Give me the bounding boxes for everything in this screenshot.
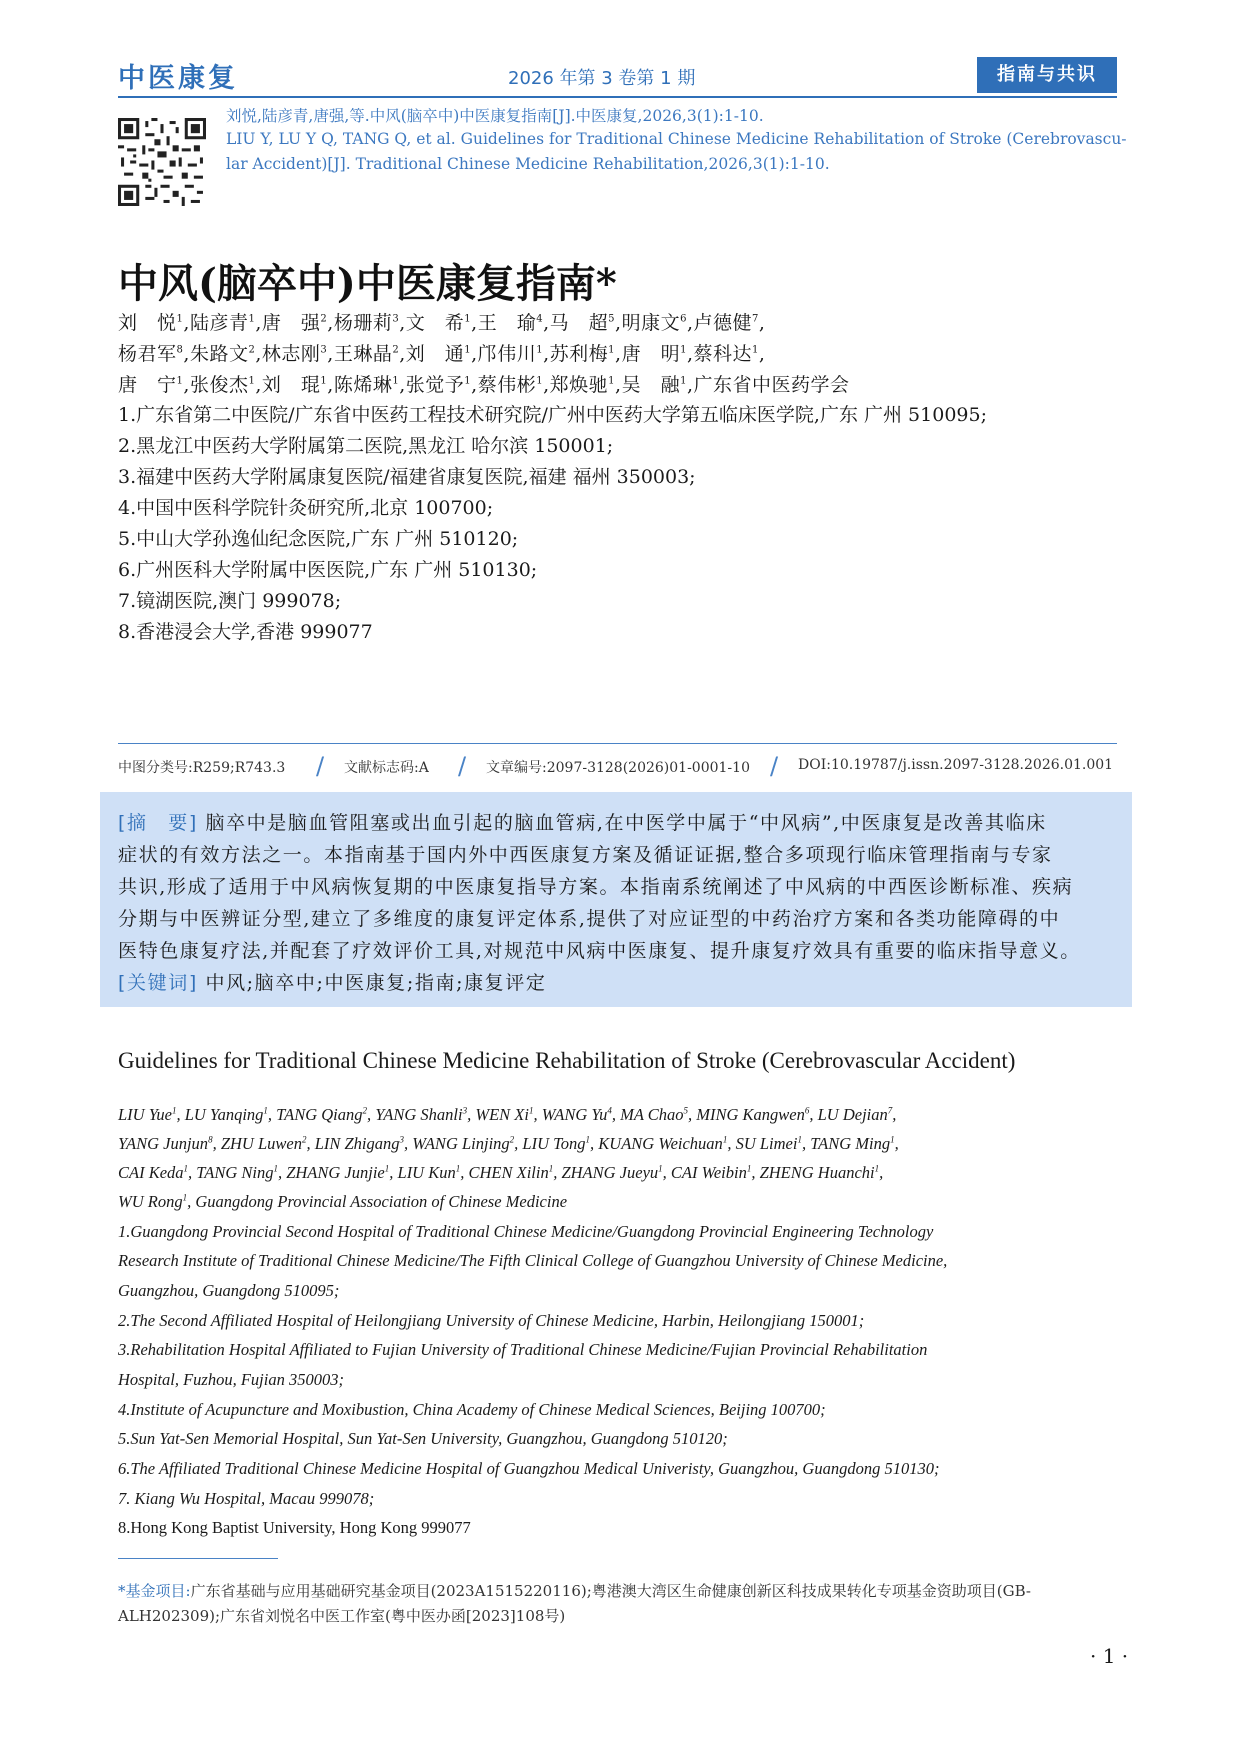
citation-cn: 刘悦,陆彦青,唐强,等.中风(脑卒中)中医康复指南[J].中医康复,2026,3(1):1-10. <box>226 107 764 125</box>
authors-en-line: CAI Keda$^1$, TANG Ning$^1$, ZHANG Junjie$^1$, LIU Kun$^1$, CHEN Xilin$^1$, ZHANG Jueyu$^1$, CAI Weibin$^1$, ZHENG Huanchi$^1$, <box>118 1163 884 1182</box>
separator-slash: / <box>316 752 325 780</box>
author-separator: , <box>255 312 262 334</box>
author-affiliation-mark: 1 <box>248 375 256 387</box>
keywords-label: [关键词] <box>118 972 198 994</box>
author-name-cn: 王琳晶 <box>333 343 393 365</box>
author-name-en: ZHANG Junjie <box>286 1163 385 1182</box>
author-affiliation-mark: 4 <box>607 1105 612 1116</box>
meta-rule <box>118 743 1117 744</box>
author-separator: , <box>471 312 478 334</box>
author-name-cn: 朱路文 <box>189 343 249 365</box>
author-separator: , <box>615 343 622 365</box>
author-name-en: LIU Yue <box>118 1105 172 1124</box>
author-affiliation-mark: 1 <box>320 375 328 387</box>
author-name-cn: 陆彦青 <box>189 312 249 334</box>
author-affiliation-mark: 1 <box>548 1163 554 1174</box>
author-separator: , <box>471 374 478 396</box>
author-name-en: CHEN Xilin <box>468 1163 549 1182</box>
author-affiliation-mark: 1 <box>680 344 687 356</box>
clc-number: 中图分类号:R259;R743.3 <box>118 760 286 776</box>
author-affiliation-mark: 1 <box>171 1105 177 1116</box>
author-name-en: ZHU Luwen <box>220 1134 302 1153</box>
author-name-cn: 杨君军 <box>118 343 177 365</box>
article-title: 中风(脑卒中)中医康复指南* <box>118 260 617 307</box>
affiliation-en: 1.Guangdong Provincial Second Hospital of Traditional Chinese Medicine/Guangdong Provincial Engineering Technology <box>118 1222 934 1241</box>
author-affiliation-mark: 1 <box>658 1163 663 1174</box>
keywords-line <box>118 968 546 995</box>
affiliation-en: 3.Rehabilitation Hospital Affiliated to Fujian University of Traditional Chinese Medicine/Fujian Provincial Rehabilitation <box>118 1340 928 1359</box>
author-name-cn: 杨珊莉 <box>333 312 393 334</box>
author-separator: , <box>399 343 406 365</box>
author-affiliation-mark: 8 <box>208 1134 213 1145</box>
author-affiliation-mark: 1 <box>182 1192 188 1203</box>
funding-text: 广东省基础与应用基础研究基金项目(2023A1515220116);粤港澳大湾区生命健康创新区科技成果转化专项基金资助项目(GB- <box>190 1582 1031 1600</box>
author-name-cn: 马 超 <box>549 312 609 334</box>
author-name-en: YANG Shanli <box>375 1105 463 1124</box>
author-affiliation-mark: 1 <box>528 1105 534 1116</box>
author-separator: , <box>471 343 478 365</box>
author-affiliation-mark: 1 <box>536 375 544 387</box>
funding-line <box>118 1580 1031 1601</box>
author-affiliation-mark: 3 <box>320 344 328 356</box>
author-name-en: LIU Tong <box>522 1134 586 1153</box>
affiliation-en: 2.The Second Affiliated Hospital of Heilongjiang University of Chinese Medicine, Harbin, Heilongjiang 150001; <box>118 1311 865 1330</box>
author-affiliation-mark: 1 <box>536 344 544 356</box>
author-separator: , <box>686 374 694 396</box>
english-title: Guidelines for Traditional Chinese Medicine Rehabilitation of Stroke (Cerebrovascular Accident) <box>118 1048 1016 1073</box>
author-name-en: TANG Ming <box>810 1134 891 1153</box>
funding-label: *基金项目: <box>118 1582 191 1600</box>
author-name-en: WANG Linjing <box>412 1134 510 1153</box>
author-name-en: KUANG Weichuan <box>598 1134 723 1153</box>
affiliation-en: 4.Institute of Acupuncture and Moxibustion, China Academy of Chinese Medical Sciences, Beijing 100700; <box>118 1400 826 1419</box>
author-affiliation-mark: 2 <box>320 313 328 325</box>
author-affiliation-mark: 2 <box>362 1105 367 1116</box>
author-affiliation-mark: 1 <box>384 1163 390 1174</box>
author-affiliation-mark: 1 <box>890 1134 895 1145</box>
abstract-line: 医特色康复疗法,并配套了疗效评价工具,对规范中风病中医康复、提升康复疗效具有重要的临床指导意义。 <box>118 940 1081 962</box>
author-name-cn: 卢德健 <box>693 312 753 334</box>
affiliation-cn: 4.中国中医科学院针灸研究所,北京 100700; <box>118 497 494 519</box>
article-number: 文章编号:2097-3128(2026)01-0001-10 <box>486 760 750 776</box>
author-separator: , <box>615 312 622 334</box>
author-name-en: TANG Qiang <box>276 1105 363 1124</box>
affiliation-cn: 2.黑龙江中医药大学附属第二医院,黑龙江 哈尔滨 150001; <box>118 435 614 457</box>
author-affiliation-mark: 3 <box>462 1105 468 1116</box>
author-affiliation-mark: 3 <box>392 313 400 325</box>
author-name-cn: 广东省中医药学会 <box>693 374 850 396</box>
author-affiliation-mark: 1 <box>183 1163 189 1174</box>
author-separator: , <box>543 312 550 334</box>
author-affiliation-mark: 1 <box>464 313 472 325</box>
author-separator: , <box>686 343 694 365</box>
author-name-en: ZHANG Jueyu <box>561 1163 659 1182</box>
author-affiliation-mark: 1 <box>248 313 256 325</box>
author-affiliation-mark: 1 <box>752 344 759 356</box>
separator-slash: / <box>770 752 779 780</box>
author-name-en: LU Yanqing <box>184 1105 264 1124</box>
author-separator: , <box>327 374 334 396</box>
author-name-cn: 唐 强 <box>261 312 321 334</box>
author-affiliation-mark: 1 <box>585 1134 591 1145</box>
authors-en-line: LIU Yue$^1$, LU Yanqing$^1$, TANG Qiang$^2$, YANG Shanli$^3$, WEN Xi$^1$, WANG Yu$^4$, MA Chao$^5$, MING Kangwen$^6$, LU Dejian$^7$, <box>118 1105 897 1124</box>
affiliation-cn: 1.广东省第二中医院/广东省中医药工程技术研究院/广州中医药大学第五临床医学院,广东 广州 510095; <box>118 404 987 426</box>
abstract-text: 脑卒中是脑血管阻塞或出血引起的脑血管病,在中医学中属于“中风病”,中医康复是改善其临床 <box>205 812 1047 834</box>
author-affiliation-mark: 7 <box>887 1105 893 1116</box>
author-name-cn: 刘 琨 <box>261 374 321 396</box>
separator-slash: / <box>458 752 467 780</box>
author-affiliation-mark: 5 <box>608 313 616 325</box>
author-name-en: LIU Kun <box>397 1163 456 1182</box>
author-name-cn: 刘 悦 <box>118 312 177 334</box>
affiliation-cn: 5.中山大学孙逸仙纪念医院,广东 广州 510120; <box>118 528 519 550</box>
affiliation-cn: 7.镜湖医院,澳门 999078; <box>118 590 342 612</box>
author-affiliation-mark: 1 <box>176 313 184 325</box>
authors-cn-line <box>118 308 765 335</box>
author-separator: , <box>758 312 766 334</box>
author-affiliation-mark: 1 <box>176 375 184 387</box>
citation-en-line2: lar Accident)[J]. Traditional Chinese Medicine Rehabilitation,2026,3(1):1-10. <box>226 155 830 173</box>
author-name-cn: 郑焕驰 <box>549 374 609 396</box>
author-affiliation-mark: 4 <box>536 313 544 325</box>
author-name-cn: 文 希 <box>405 312 465 334</box>
author-name-en: MING Kangwen <box>696 1105 805 1124</box>
abstract-line: 分期与中医辨证分型,建立了多维度的康复评定体系,提供了对应证型的中药治疗方案和各类功能障碍的中 <box>118 908 1061 930</box>
author-name-en: TANG Ning <box>196 1163 274 1182</box>
affiliation-en: 5.Sun Yat-Sen Memorial Hospital, Sun Yat-Sen University, Guangzhou, Guangdong 510120; <box>118 1429 728 1448</box>
author-separator: , <box>399 374 406 396</box>
doi: DOI:10.19787/j.issn.2097-3128.2026.01.001 <box>798 757 1114 773</box>
author-name-cn: 林志刚 <box>261 343 321 365</box>
author-name-en: CAI Weibin <box>670 1163 747 1182</box>
author-affiliation-mark: 6 <box>804 1105 810 1116</box>
author-separator: , <box>255 343 262 365</box>
affiliation-en: Research Institute of Traditional Chinese Medicine/The Fifth Clinical College of Guangzhou University of Chinese Medicine, <box>118 1251 948 1270</box>
author-name-cn: 王 瑜 <box>477 312 537 334</box>
affiliation-en: Guangzhou, Guangdong 510095; <box>118 1281 340 1300</box>
author-name-en: MA Chao <box>620 1105 684 1124</box>
abstract-line <box>118 808 1047 835</box>
author-affiliation-mark: 6 <box>680 313 687 325</box>
author-name-cn: 吴 融 <box>621 374 681 396</box>
author-affiliation-mark: 5 <box>683 1105 688 1116</box>
author-affiliation-mark: 1 <box>392 375 400 387</box>
author-name-en: WU Rong <box>118 1192 183 1211</box>
document-code: 文献标志码:A <box>344 760 429 776</box>
author-name-cn: 唐 宁 <box>118 374 177 396</box>
author-affiliation-mark: 2 <box>509 1134 515 1145</box>
author-name-cn: 明康文 <box>621 312 681 334</box>
author-affiliation-mark: 1 <box>464 344 472 356</box>
abstract-line: 共识,形成了适用于中风病恢复期的中医康复指导方案。本指南系统阐述了中风病的中西医诊断标准、疾病 <box>118 876 1074 898</box>
author-affiliation-mark: 7 <box>752 313 759 325</box>
section-tag: 指南与共识 <box>977 57 1117 93</box>
author-affiliation-mark: 2 <box>248 344 256 356</box>
author-affiliation-mark: 2 <box>392 344 400 356</box>
journal-name: 中医康复 <box>118 63 238 94</box>
author-name-cn: 邝伟川 <box>477 343 537 365</box>
author-separator: , <box>543 343 550 365</box>
footnote-rule <box>118 1558 278 1559</box>
author-affiliation-mark: 1 <box>874 1163 880 1174</box>
author-separator: , <box>615 374 622 396</box>
author-name-cn: 刘 通 <box>405 343 465 365</box>
author-affiliation-mark: 1 <box>608 375 616 387</box>
author-separator: , <box>327 312 334 334</box>
affiliation-en: 7. Kiang Wu Hospital, Macau 999078; <box>118 1489 375 1508</box>
author-affiliation-mark: 3 <box>399 1134 405 1145</box>
author-separator: , <box>758 343 766 365</box>
page-number: · 1 · <box>1090 1644 1129 1668</box>
author-name-en: LIN Zhigang <box>314 1134 400 1153</box>
author-separator: , <box>183 374 190 396</box>
author-name-en: SU Limei <box>735 1134 798 1153</box>
author-name-cn: 张俊杰 <box>189 374 249 396</box>
author-name-cn: 张觉予 <box>405 374 465 396</box>
affiliation-en: 8.Hong Kong Baptist University, Hong Kong 999077 <box>118 1518 471 1537</box>
author-name-cn: 苏利梅 <box>549 343 609 365</box>
author-affiliation-mark: 1 <box>797 1134 802 1145</box>
affiliation-cn: 6.广州医科大学附属中医医院,广东 广州 510130; <box>118 559 538 581</box>
author-name-en: WEN Xi <box>475 1105 529 1124</box>
affiliation-en: 6.The Affiliated Traditional Chinese Medicine Hospital of Guangzhou Medical Univeristy, Guangzhou, Guangdong 510130; <box>118 1459 940 1478</box>
author-affiliation-mark: 1 <box>464 375 472 387</box>
author-name-cn: 蔡伟彬 <box>477 374 537 396</box>
author-affiliation-mark: 2 <box>301 1134 307 1145</box>
header-rule <box>118 96 1117 98</box>
author-separator: , <box>686 312 694 334</box>
author-name-cn: 蔡科达 <box>693 343 753 365</box>
authors-cn-line <box>118 339 765 366</box>
affiliation-cn: 3.福建中医药大学附属康复医院/福建省康复医院,福建 福州 350003; <box>118 466 696 488</box>
authors-en-line: YANG Junjun$^8$, ZHU Luwen$^2$, LIN Zhigang$^3$, WANG Linjing$^2$, LIU Tong$^1$, KUANG Weichuan$^1$, SU Limei$^1$, TANG Ming$^1$, <box>118 1134 899 1153</box>
author-affiliation-mark: 1 <box>455 1163 461 1174</box>
issue-label: 2026 年第 3 卷第 1 期 <box>508 68 696 89</box>
author-name-en: Guangdong Provincial Association of Chinese Medicine <box>195 1192 568 1211</box>
qr-code-icon <box>118 118 206 206</box>
author-name-cn: 唐 明 <box>621 343 681 365</box>
author-separator: , <box>327 343 334 365</box>
affiliation-en: Hospital, Fuzhou, Fujian 350003; <box>118 1370 344 1389</box>
funding-line: ALH202309);广东省刘悦名中医工作室(粤中医办函[2023]108号) <box>118 1607 566 1625</box>
author-name-cn: 陈烯琳 <box>333 374 393 396</box>
author-name-en: ZHENG Huanchi <box>759 1163 875 1182</box>
author-separator: , <box>183 343 190 365</box>
author-name-en: YANG Junjun <box>118 1134 209 1153</box>
authors-cn-line <box>118 370 850 397</box>
author-affiliation-mark: 1 <box>273 1163 278 1174</box>
author-name-en: CAI Keda <box>118 1163 184 1182</box>
author-affiliation-mark: 1 <box>680 375 687 387</box>
author-separator: , <box>543 374 550 396</box>
author-affiliation-mark: 1 <box>608 344 616 356</box>
keywords: 中风;脑卒中;中医康复;指南;康复评定 <box>205 972 547 994</box>
author-affiliation-mark: 1 <box>263 1105 268 1116</box>
author-separator: , <box>183 312 190 334</box>
author-name-en: WANG Yu <box>541 1105 608 1124</box>
author-name-en: LU Dejian <box>817 1105 888 1124</box>
authors-en-line: WU Rong$^1$, Guangdong Provincial Association of Chinese Medicine <box>118 1192 568 1211</box>
citation-en-line1: LIU Y, LU Y Q, TANG Q, et al. Guidelines for Traditional Chinese Medicine Rehabilitation of Stroke (Cerebrovascu- <box>226 130 1127 148</box>
author-affiliation-mark: 1 <box>746 1163 752 1174</box>
author-separator: , <box>399 312 406 334</box>
author-separator: , <box>255 374 262 396</box>
abstract-label: [摘 要] <box>118 812 198 834</box>
abstract-line: 症状的有效方法之一。本指南基于国内外中西医康复方案及循证证据,整合多项现行临床管理指南与专家 <box>118 844 1053 866</box>
author-affiliation-mark: 8 <box>176 344 184 356</box>
author-affiliation-mark: 1 <box>722 1134 728 1145</box>
affiliation-cn: 8.香港浸会大学,香港 999077 <box>118 621 373 643</box>
